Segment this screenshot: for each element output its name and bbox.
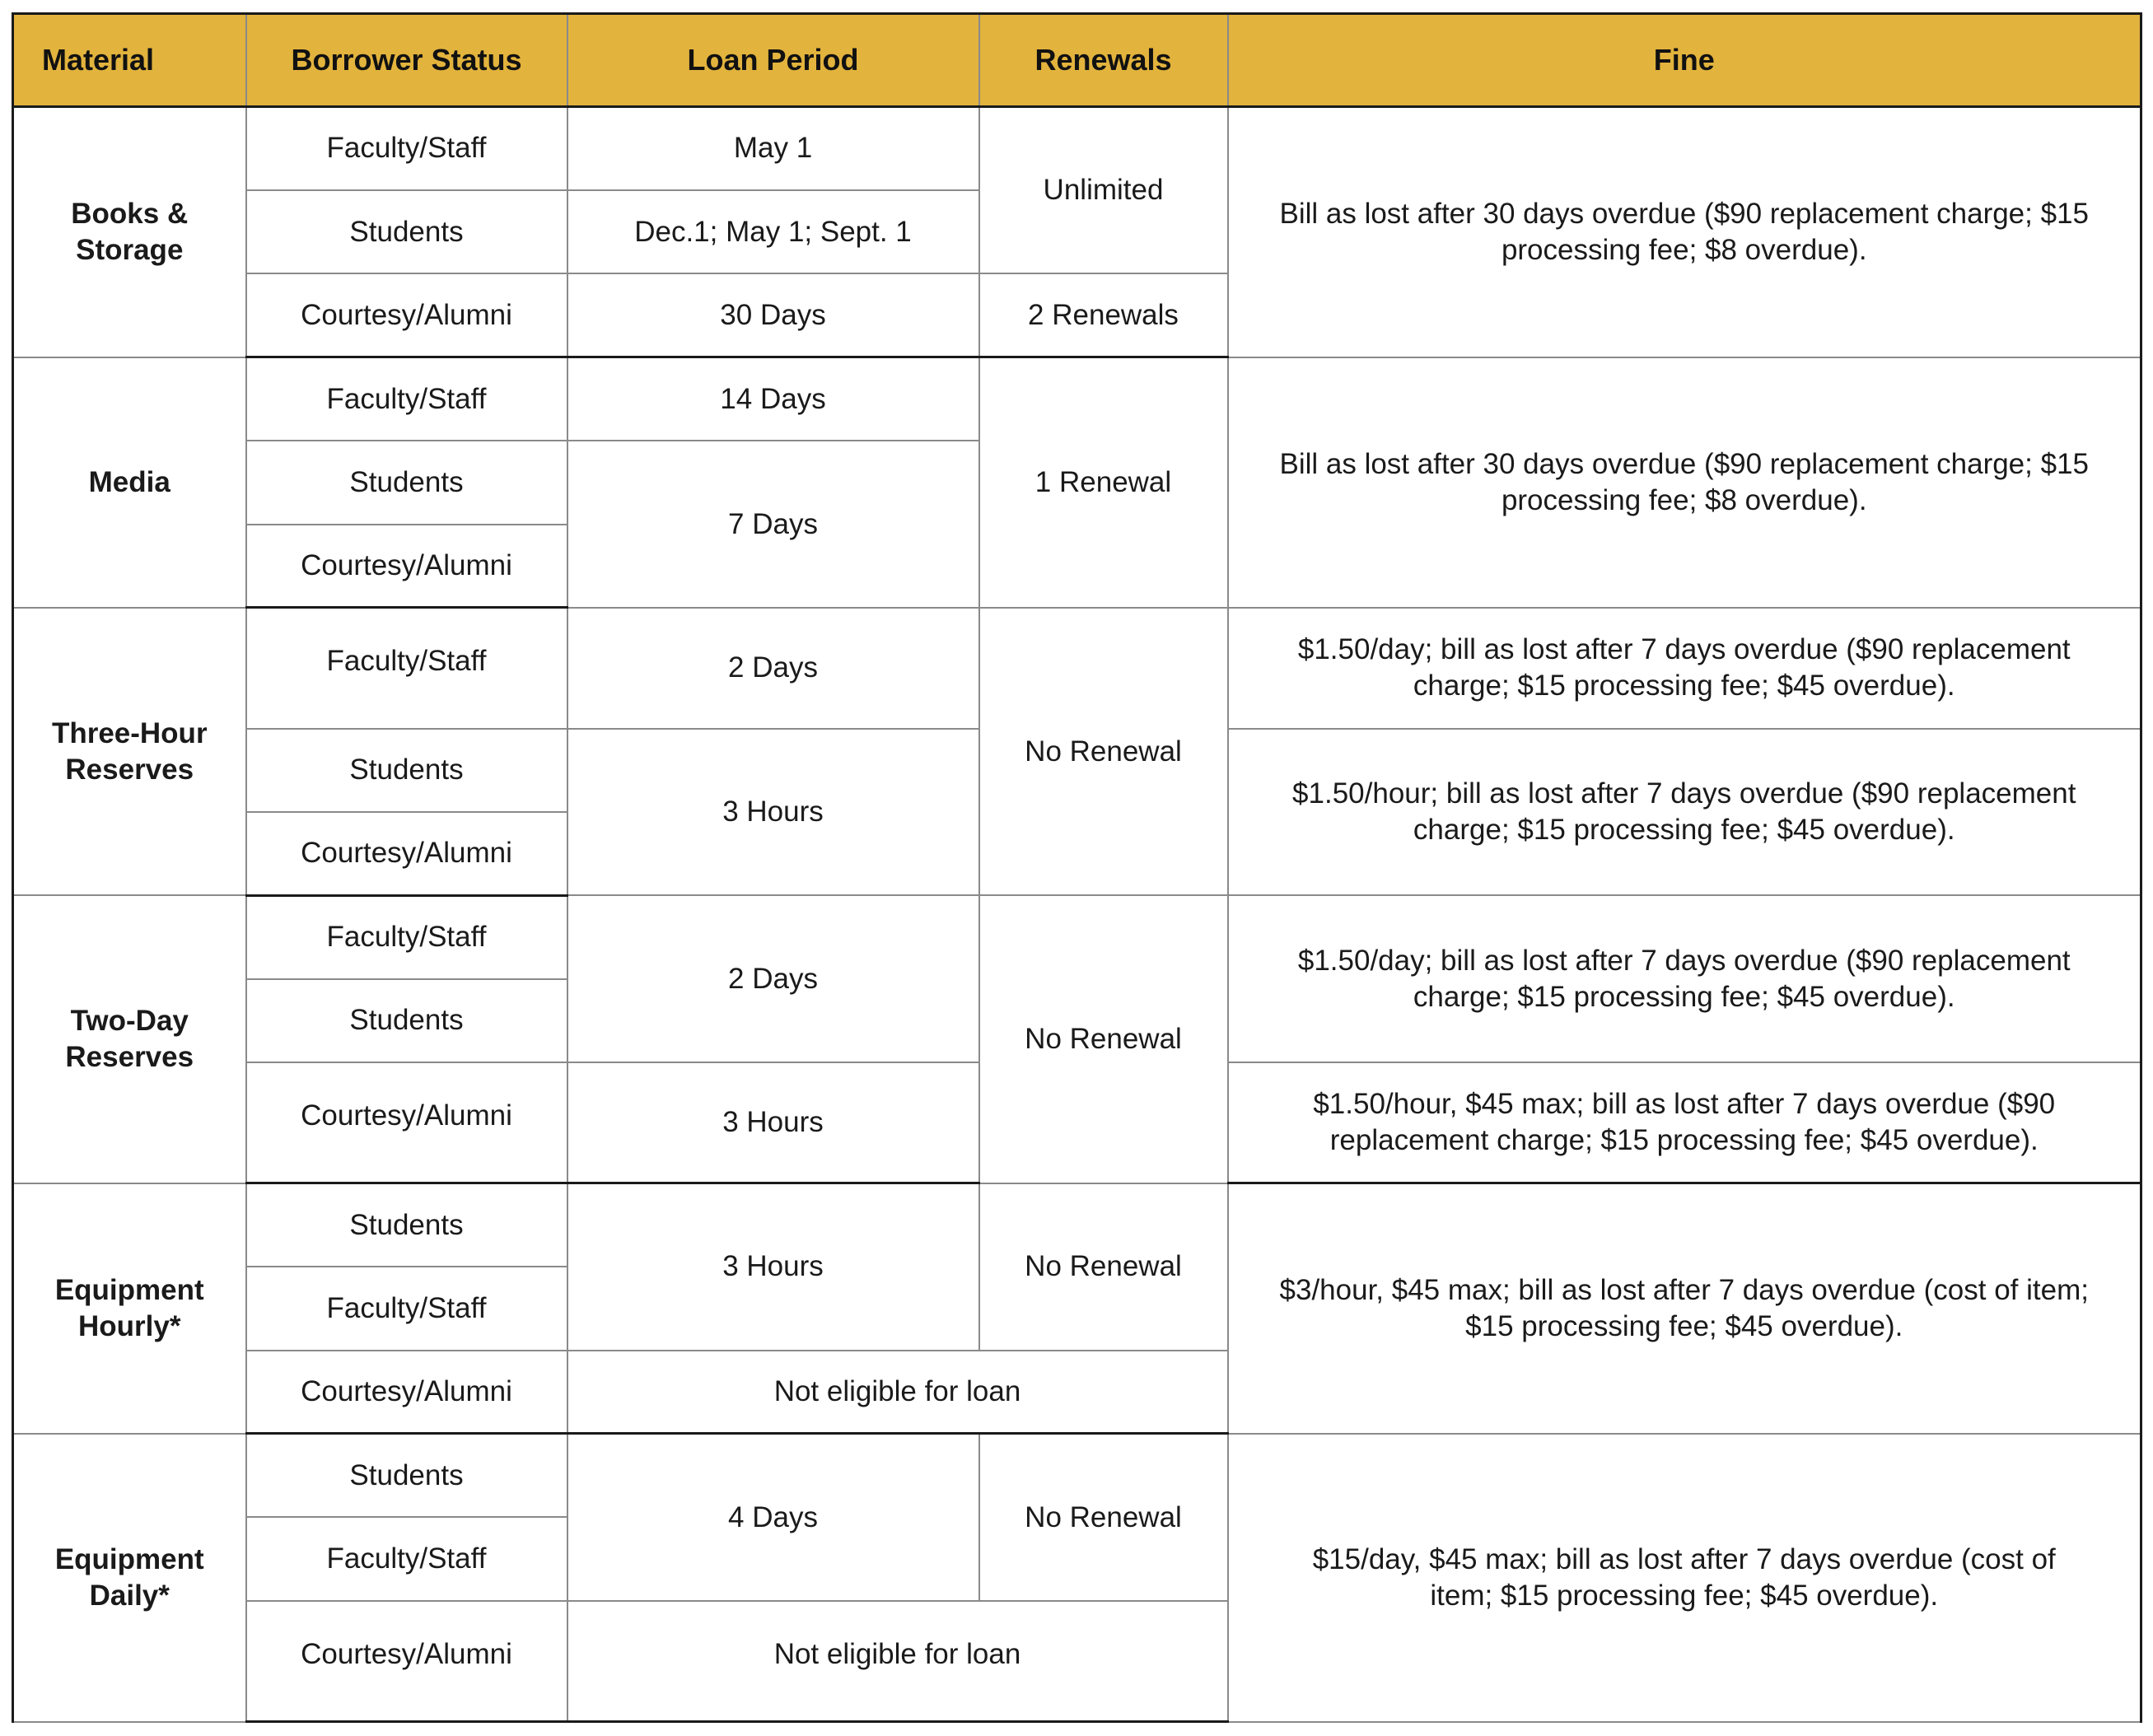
table-row bbox=[13, 357, 2141, 441]
status-cell: Courtesy/Alumni bbox=[246, 1601, 567, 1722]
table-row bbox=[13, 1183, 2141, 1267]
table-row bbox=[13, 107, 2141, 190]
header-row bbox=[13, 14, 2141, 107]
fine-cell: Bill as lost after 30 days overdue ($90 replacement charge; $15 processing fee; $8 overdue). bbox=[1228, 357, 2141, 608]
material-books-storage: Books & Storage bbox=[13, 107, 246, 357]
status-cell: Students bbox=[246, 1434, 567, 1517]
loan-policy-table bbox=[12, 12, 2142, 1723]
status-cell: Faculty/Staff bbox=[246, 107, 567, 190]
header-borrower-status: Borrower Status bbox=[246, 14, 567, 107]
loan-period-cell: 14 Days bbox=[567, 357, 979, 441]
header-loan-period: Loan Period bbox=[567, 14, 979, 107]
fine-cell: $1.50/day; bill as lost after 7 days overdue ($90 replacement charge; $15 processing fee; $45 overdue). bbox=[1228, 608, 2141, 729]
renewals-cell: 2 Renewals bbox=[979, 273, 1228, 357]
material-equipment-hourly: Equipment Hourly* bbox=[13, 1183, 246, 1434]
fine-cell: $15/day, $45 max; bill as lost after 7 days overdue (cost of item; $15 processing fee; $45 overdue). bbox=[1228, 1434, 2141, 1722]
renewals-cell: No Renewal bbox=[979, 895, 1228, 1183]
status-cell: Courtesy/Alumni bbox=[246, 1351, 567, 1434]
loan-period-cell: May 1 bbox=[567, 107, 979, 190]
fine-cell: Bill as lost after 30 days overdue ($90 replacement charge; $15 processing fee; $8 overdue). bbox=[1228, 107, 2141, 357]
status-cell: Faculty/Staff bbox=[246, 895, 567, 978]
status-cell: Students bbox=[246, 190, 567, 273]
renewals-cell: 1 Renewal bbox=[979, 357, 1228, 608]
material-three-hour-reserves: Three-Hour Reserves bbox=[13, 608, 246, 895]
material-two-day-reserves: Two-Day Reserves bbox=[13, 895, 246, 1183]
status-cell: Courtesy/Alumni bbox=[246, 525, 567, 608]
loan-period-cell: 3 Hours bbox=[567, 729, 979, 896]
fine-cell: $1.50/hour; bill as lost after 7 days overdue ($90 replacement charge; $15 processing fee; $45 overdue). bbox=[1228, 729, 2141, 896]
fine-cell: $1.50/hour, $45 max; bill as lost after 7 days overdue ($90 replacement charge; $15 processing fee; $45 overdue). bbox=[1228, 1062, 2141, 1183]
loan-period-cell: Dec.1; May 1; Sept. 1 bbox=[567, 190, 979, 273]
header-material: Material bbox=[13, 14, 246, 107]
loan-period-cell: Not eligible for loan bbox=[567, 1351, 1228, 1434]
renewals-cell: No Renewal bbox=[979, 1183, 1228, 1351]
header-renewals: Renewals bbox=[979, 14, 1228, 107]
status-cell: Faculty/Staff bbox=[246, 1517, 567, 1600]
loan-period-cell: 30 Days bbox=[567, 273, 979, 357]
status-cell: Courtesy/Alumni bbox=[246, 273, 567, 357]
material-media: Media bbox=[13, 357, 246, 608]
table-row bbox=[13, 608, 2141, 729]
loan-period-cell: 3 Hours bbox=[567, 1183, 979, 1351]
renewals-cell: Unlimited bbox=[979, 107, 1228, 274]
loan-period-cell: 7 Days bbox=[567, 441, 979, 608]
status-cell: Students bbox=[246, 979, 567, 1062]
status-cell: Students bbox=[246, 1183, 567, 1267]
material-equipment-daily: Equipment Daily* bbox=[13, 1434, 246, 1722]
renewals-cell: No Renewal bbox=[979, 608, 1228, 895]
status-cell: Faculty/Staff bbox=[246, 357, 567, 441]
fine-cell: $3/hour, $45 max; bill as lost after 7 days overdue (cost of item; $15 processing fee; $45 overdue). bbox=[1228, 1183, 2141, 1434]
loan-period-cell: 4 Days bbox=[567, 1434, 979, 1601]
loan-period-cell: Not eligible for loan bbox=[567, 1601, 1228, 1722]
status-cell: Students bbox=[246, 729, 567, 812]
loan-period-cell: 3 Hours bbox=[567, 1062, 979, 1183]
status-cell: Faculty/Staff bbox=[246, 608, 567, 729]
table-row bbox=[13, 1434, 2141, 1517]
status-cell: Faculty/Staff bbox=[246, 1267, 567, 1350]
status-cell: Courtesy/Alumni bbox=[246, 1062, 567, 1183]
status-cell: Courtesy/Alumni bbox=[246, 812, 567, 895]
loan-period-cell: 2 Days bbox=[567, 895, 979, 1062]
table-row bbox=[13, 895, 2141, 978]
status-cell: Students bbox=[246, 441, 567, 524]
loan-period-cell: 2 Days bbox=[567, 608, 979, 729]
renewals-cell: No Renewal bbox=[979, 1434, 1228, 1601]
fine-cell: $1.50/day; bill as lost after 7 days overdue ($90 replacement charge; $15 processing fee; $45 overdue). bbox=[1228, 895, 2141, 1062]
header-fine: Fine bbox=[1228, 14, 2141, 107]
